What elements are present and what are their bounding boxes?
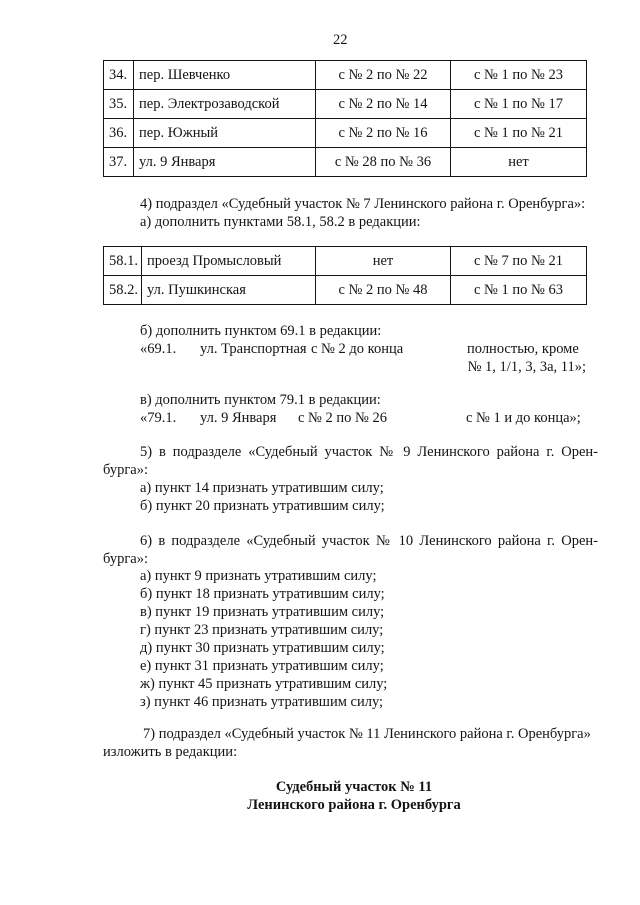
- list-item: б) пункт 18 признать утратившим силу;: [140, 586, 385, 602]
- item-b-even: с № 2 до конца: [311, 341, 404, 357]
- list-item: е) пункт 31 признать утратившим силу;: [140, 658, 384, 674]
- even-houses: с № 2 по № 22: [316, 61, 451, 90]
- list-item: ж) пункт 45 признать утратившим силу;: [140, 676, 388, 692]
- even-houses: с № 2 по № 14: [316, 90, 451, 119]
- list-item: г) пункт 23 признать утратившим силу;: [140, 622, 384, 638]
- section-6-line2: бурга»:: [103, 551, 148, 567]
- street-name: пер. Южный: [134, 119, 316, 148]
- odd-houses: с № 1 по № 17: [451, 90, 587, 119]
- district-heading-line1: Судебный участок № 11: [275, 779, 433, 795]
- row-number: 58.1.: [104, 247, 142, 276]
- odd-houses: с № 7 по № 21: [451, 247, 587, 276]
- table-row: [104, 276, 587, 305]
- list-item: д) пункт 30 признать утратившим силу;: [140, 640, 385, 656]
- street-name: ул. 9 Января: [134, 148, 316, 177]
- list-item: в) пункт 19 признать утратившим силу;: [140, 604, 385, 620]
- item-b-number: «69.1.: [140, 341, 177, 357]
- street-name: ул. Пушкинская: [142, 276, 316, 305]
- item-v-odd: с № 1 и до конца»;: [466, 410, 581, 426]
- street-name: пер. Шевченко: [134, 61, 316, 90]
- section-7-line2: изложить в редакции:: [103, 744, 238, 760]
- item-v-intro: в) дополнить пунктом 79.1 в редакции:: [140, 392, 381, 408]
- odd-houses: с № 1 по № 21: [451, 119, 587, 148]
- table-row: [104, 119, 587, 148]
- row-number: 36.: [104, 119, 134, 148]
- odd-houses: с № 1 по № 23: [451, 61, 587, 90]
- section-5-line1: 5) в подразделе «Судебный участок № 9 Ленинского района г. Орен-: [140, 444, 598, 460]
- street-name: проезд Промысловый: [142, 247, 316, 276]
- item-v-street: ул. 9 Января: [200, 410, 277, 426]
- even-houses: с № 2 по № 48: [316, 276, 451, 305]
- section-6-line1: 6) в подразделе «Судебный участок № 10 Ленинского района г. Орен-: [140, 533, 598, 549]
- row-number: 35.: [104, 90, 134, 119]
- table-row: [104, 61, 587, 90]
- list-item: а) пункт 14 признать утратившим силу;: [140, 480, 384, 496]
- section-5-line2: бурга»:: [103, 462, 148, 478]
- district-heading-line2: Ленинского района г. Оренбурга: [247, 797, 461, 813]
- street-name: пер. Электрозаводской: [134, 90, 316, 119]
- even-houses: с № 28 по № 36: [316, 148, 451, 177]
- row-number: 37.: [104, 148, 134, 177]
- section-7-line1: 7) подраздел «Судебный участок № 11 Ленинского района г. Оренбурга»: [143, 726, 591, 742]
- item-v-even: с № 2 по № 26: [298, 410, 387, 426]
- item-v-number: «79.1.: [140, 410, 177, 426]
- list-item: з) пункт 46 признать утратившим силу;: [140, 694, 384, 710]
- row-number: 34.: [104, 61, 134, 90]
- odd-houses: нет: [451, 148, 587, 177]
- section-4-heading: 4) подраздел «Судебный участок № 7 Ленинского района г. Оренбурга»:: [140, 196, 586, 212]
- section-4-item-a: а) дополнить пунктами 58.1, 58.2 в редакции:: [140, 214, 421, 230]
- table-row: [104, 148, 587, 177]
- row-number: 58.2.: [104, 276, 142, 305]
- table-row: [104, 90, 587, 119]
- even-houses: нет: [316, 247, 451, 276]
- item-b-odd-line2: № 1, 1/1, 3, 3а, 11»;: [467, 359, 586, 375]
- item-b-odd-line1: полностью, кроме: [467, 341, 579, 357]
- addresses-table-2: [103, 246, 587, 305]
- addresses-table-1: [103, 60, 587, 177]
- list-item: а) пункт 9 признать утратившим силу;: [140, 568, 377, 584]
- list-item: б) пункт 20 признать утратившим силу;: [140, 498, 385, 514]
- odd-houses: с № 1 по № 63: [451, 276, 587, 305]
- item-b-intro: б) дополнить пунктом 69.1 в редакции:: [140, 323, 382, 339]
- table-row: [104, 247, 587, 276]
- even-houses: с № 2 по № 16: [316, 119, 451, 148]
- item-b-street: ул. Транспортная: [200, 341, 307, 357]
- page-number: 22: [333, 32, 348, 48]
